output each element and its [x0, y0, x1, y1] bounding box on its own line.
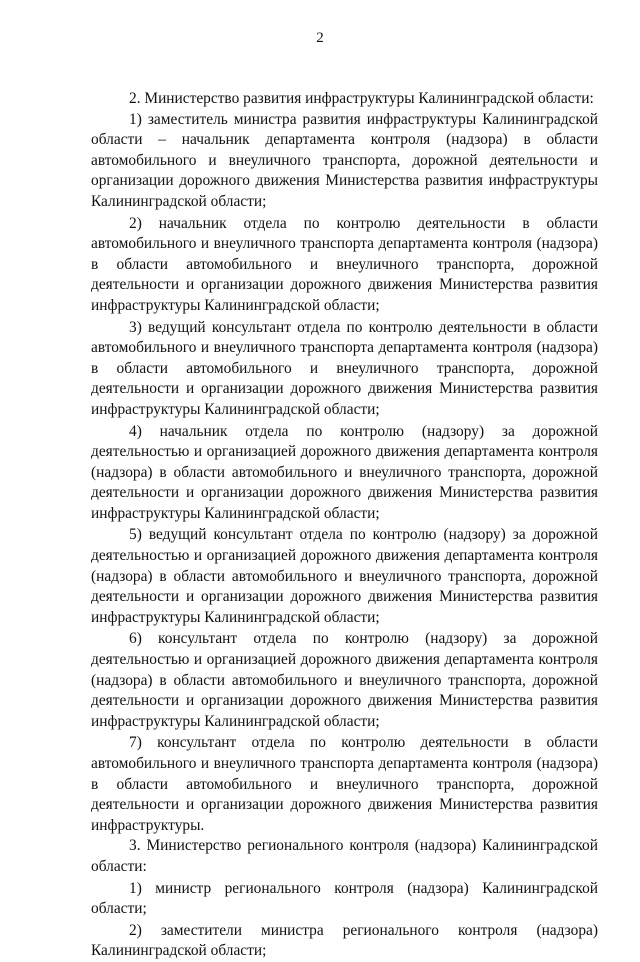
list-item: 4) начальник отдела по контролю (надзору) за дорожной деятельностью и организацией дорожного движения департамента контроля (надзора) в области автомобильного и внеуличного транспорта, дорожной деятельности и организации дорожного движения Министерства развития инфраструктуры Калининградской области;: [91, 422, 598, 522]
list-item: 7) консультант отдела по контролю деятельности в области автомобильного и внеуличного транспорта департамента контроля (надзора) в области автомобильного и внеуличного транспорта, дорожной деятельности и организации дорожного движения Министерства развития инфраструктуры.: [91, 734, 598, 834]
list-item: 3) ведущий консультант отдела по контролю деятельности в области автомобильного и внеуличного транспорта департамента контроля (надзора) в области автомобильного и внеуличного транспорта, дорожной деятельности и организации дорожного движения Министерства развития инфраструктуры Калининградской области;: [91, 318, 598, 418]
list-item: 2) заместители министра регионального контроля (надзора) Калининградской области;: [91, 921, 598, 960]
list-item: 1) заместитель министра развития инфраструктуры Калининградской области – начальник департамента контроля (надзора) в области автомобильного и внеуличного транспорта, дорожной деятельности и организации дорожного движения Министерства развития инфраструктуры Калининградской области;: [91, 110, 598, 210]
document-body: [91, 89, 598, 962]
list-item: 6) консультант отдела по контролю (надзору) за дорожной деятельностью и организацией дорожного движения департамента контроля (надзора) в области автомобильного и внеуличного транспорта, дорожной деятельности и организации дорожного движения Министерства развития инфраструктуры Калининградской области;: [91, 630, 598, 730]
section-heading-2: 2. Министерство развития инфраструктуры Калининградской области:: [129, 90, 594, 107]
section-heading-3: 3. Министерство регионального контроля (надзора) Калининградской области:: [91, 837, 598, 875]
list-item: 5) ведущий консультант отдела по контролю (надзору) за дорожной деятельностью и организацией дорожного движения департамента контроля (надзора) в области автомобильного и внеуличного транспорта, дорожной деятельности и организации дорожного движения Министерства развития инфраструктуры Калининградской области;: [91, 526, 598, 626]
list-item: 1) министр регионального контроля (надзора) Калининградской области;: [91, 879, 598, 918]
list-item: 2) начальник отдела по контролю деятельности в области автомобильного и внеуличного транспорта департамента контроля (надзора) в области автомобильного и внеуличного транспорта, дорожной деятельности и организации дорожного движения Министерства развития инфраструктуры Калининградской области;: [91, 214, 598, 314]
page-number: 2: [316, 30, 324, 46]
